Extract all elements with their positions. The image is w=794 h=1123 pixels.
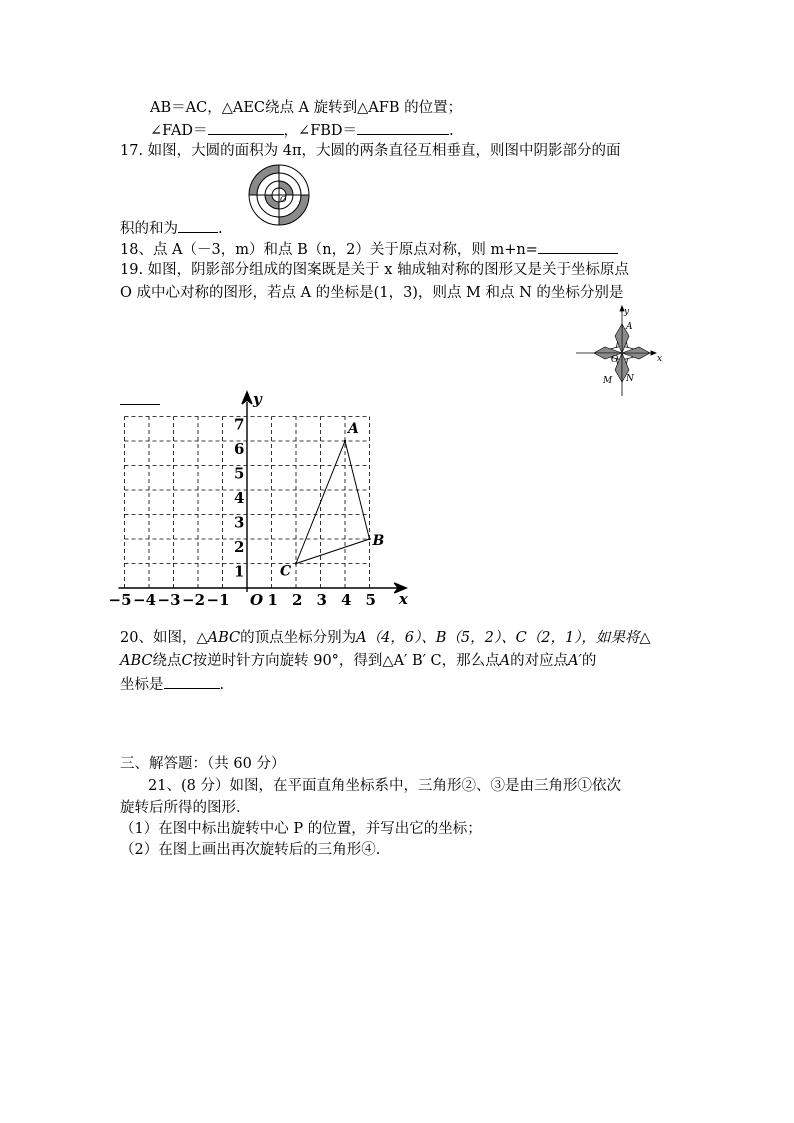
q20-line3 xyxy=(120,674,224,695)
vertex-C xyxy=(295,562,297,564)
q20-l2b: 绕点 xyxy=(152,653,182,669)
q16-line1: AB＝AC，△AEC绕点 A 旋转到△AFB 的位置； xyxy=(150,100,463,116)
y-axis-label: y xyxy=(253,389,262,408)
q20-l2a: ABC xyxy=(120,653,153,669)
y-tick-label: 6 xyxy=(234,440,245,458)
q19-line2: O 成中心对称的图形，若点 A 的坐标是(1，3)，则点 M 和点 N 的坐标分别是 xyxy=(120,285,624,301)
triangle-abc xyxy=(296,441,370,564)
x-tick-label: −4 xyxy=(133,591,157,609)
q20-line2 xyxy=(120,651,596,671)
q20-coordinate-grid xyxy=(108,389,418,614)
y-tick-label: 3 xyxy=(234,513,245,532)
x-tick-label: −1 xyxy=(206,591,230,609)
origin-label: O xyxy=(250,591,264,609)
q19-figure xyxy=(572,304,672,396)
y-tick-label: 1 xyxy=(234,562,245,581)
q19-fig-o: O xyxy=(611,355,619,365)
q16-fbd-blank[interactable] xyxy=(357,120,449,135)
q20-abc: ABC xyxy=(207,630,241,646)
q19-fig-y: y xyxy=(624,307,630,317)
q21-line1: 21、(8 分）如图，在平面直角坐标系中，三角形②、③是由三角形①依次 xyxy=(148,778,621,794)
q20-l2c: C xyxy=(181,653,193,669)
q21-line2: 旋转后所得的图形. xyxy=(120,800,241,816)
q17-line2-text: 积的和为 xyxy=(120,221,178,237)
q20-l1b: 的顶点坐标分别为 xyxy=(240,630,357,646)
q18-blank[interactable] xyxy=(538,239,618,254)
q20-l3: 坐标是 xyxy=(120,677,164,693)
q19-fig-x: x xyxy=(657,354,663,364)
q19-fig-n: N xyxy=(626,374,634,384)
vertex-label-B: B xyxy=(372,533,385,549)
y-tick-label: 2 xyxy=(234,538,245,556)
y-tick-label: 7 xyxy=(234,415,245,434)
vertex-label-C: C xyxy=(280,563,292,580)
x-tick-label: −2 xyxy=(182,591,206,609)
x-tick-label: 1 xyxy=(267,591,278,609)
q17-blank[interactable] xyxy=(178,218,218,233)
q18-line xyxy=(120,239,618,260)
q18-text: 18、点 A（－3，m）和点 B（n，2）关于原点对称，则 m+n= xyxy=(120,242,538,258)
q16-line2 xyxy=(150,120,454,141)
q19-fig-m: M xyxy=(603,376,613,386)
q16-fad-label: ∠FAD＝ xyxy=(150,123,208,139)
q20-l1a: 20、如图，△ xyxy=(120,630,208,646)
q16-end: . xyxy=(449,123,454,139)
q20-coords: A（4，6）、B（5，2）、C（2，1），如果将△ xyxy=(356,630,651,646)
vertex-B xyxy=(368,538,370,540)
x-tick-label: 2 xyxy=(292,591,303,609)
section3-heading: 三、解答题：（共 60 分） xyxy=(120,756,286,772)
q16-fad-blank[interactable] xyxy=(208,120,284,135)
q20-line1 xyxy=(120,628,651,648)
q17-line1: 17. 如图，大圆的面积为 4π，大圆的两条直径互相垂直，则图中阴影部分的面 xyxy=(120,143,621,159)
x-tick-label: −3 xyxy=(157,591,181,609)
q17-line2 xyxy=(120,218,223,239)
q17-circles-figure xyxy=(246,164,312,226)
vertex-label-A: A xyxy=(348,421,359,437)
y-tick-label: 5 xyxy=(234,464,245,483)
vertex-A xyxy=(344,440,346,442)
q20-l2e: A xyxy=(499,653,511,669)
x-tick-label: 3 xyxy=(316,591,327,609)
q21-sub2: （2）在图上画出再次旋转后的三角形④. xyxy=(120,842,381,858)
q20-l2g: A′ xyxy=(568,653,582,669)
x-axis-label: x xyxy=(398,590,408,608)
q17-center-label: O xyxy=(280,195,287,204)
q19-line1: 19. 如图，阴影部分组成的图案既是关于 x 轴成轴对称的图形又是关于坐标原点 xyxy=(120,262,630,278)
x-tick-label: −5 xyxy=(108,591,132,609)
x-tick-label: 4 xyxy=(341,591,352,609)
q20-l2d: 按逆时针方向旋转 90°，得到△A′ B′ C，那么点 xyxy=(192,653,500,669)
q17-end: . xyxy=(218,221,223,237)
x-tick-label: 5 xyxy=(365,591,376,609)
q20-blank[interactable] xyxy=(164,674,220,689)
y-tick-label: 4 xyxy=(234,489,245,507)
q20-l2f: 的对应点 xyxy=(510,653,569,669)
q19-fig-a: A xyxy=(626,322,633,332)
q20-end: . xyxy=(219,677,225,693)
q20-l2h: 的 xyxy=(581,653,597,669)
q16-fbd-label: ，∠FBD＝ xyxy=(283,123,358,139)
q21-sub1: （1）在图中标出旋转中心 P 的位置，并写出它的坐标； xyxy=(120,821,482,837)
